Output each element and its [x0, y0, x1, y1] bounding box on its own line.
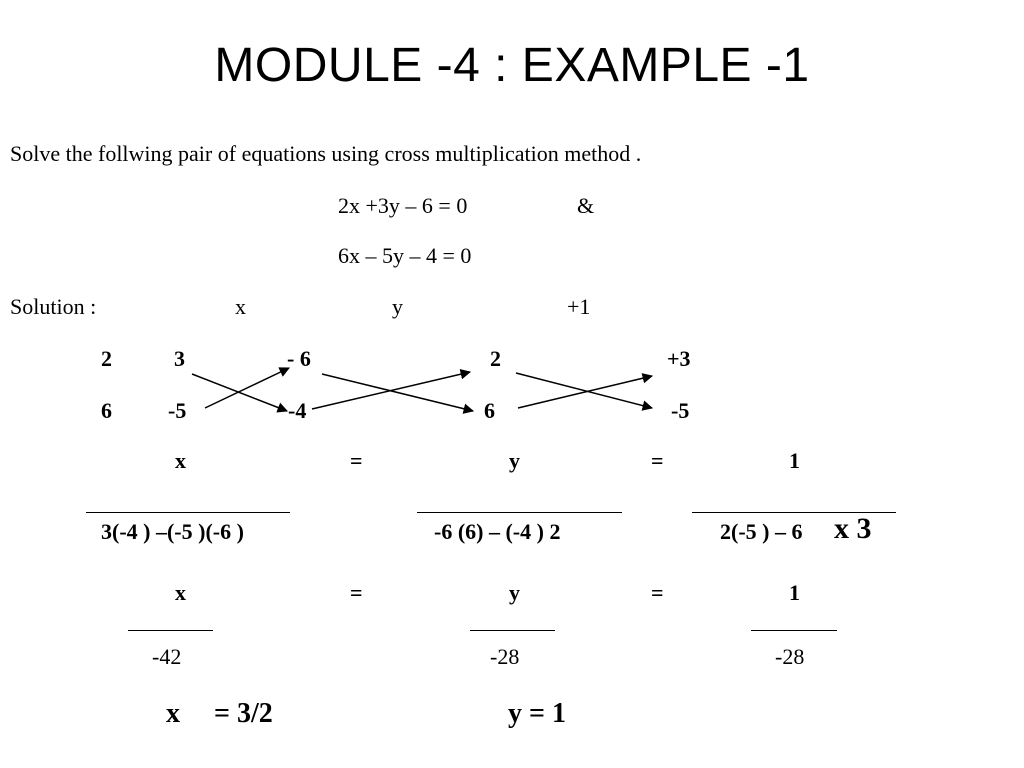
coef-r2-c4: 6: [484, 398, 495, 423]
step2-denominator-one: -28: [775, 644, 805, 669]
page-title: MODULE -4 : EXAMPLE -1: [214, 39, 810, 92]
coef-r1-c1: 2: [101, 346, 112, 371]
coef-r2-c5: -5: [671, 398, 690, 423]
step1-denominator-one: 2(-5 ) – 6: [720, 519, 803, 544]
solution-label: Solution :: [10, 294, 97, 319]
header-y: y: [392, 294, 403, 319]
step1-one: 1: [789, 448, 800, 473]
step1-denominator-y: -6 (6) – (-4 ) 2: [434, 519, 561, 544]
arrow-1: [192, 374, 287, 411]
step2-equals-1: =: [350, 580, 363, 605]
arrow-3: [322, 374, 473, 411]
problem-statement: Solve the follwing pair of equations using cross multiplication method .: [10, 141, 642, 166]
step2-x: x: [175, 580, 186, 605]
step2-equals-2: =: [651, 580, 664, 605]
step2-one: 1: [789, 580, 800, 605]
step1-fraction-bar-y: [417, 512, 622, 513]
step2-y: y: [509, 580, 520, 605]
ampersand: &: [577, 193, 595, 218]
answer-x-label: x: [166, 698, 180, 729]
coef-r2-c3: -4: [288, 398, 307, 423]
step2-fraction-bar-y: [470, 630, 555, 631]
step1-y: y: [509, 448, 520, 473]
header-one: +1: [567, 294, 591, 319]
step1-fraction-bar-x: [86, 512, 290, 513]
step1-equals-2: =: [651, 448, 664, 473]
coef-r2-c2: -5: [168, 398, 187, 423]
step2-fraction-bar-x: [128, 630, 213, 631]
coef-r1-c5: +3: [667, 346, 691, 371]
coef-r1-c2: 3: [174, 346, 185, 371]
header-x: x: [235, 294, 246, 319]
step1-x: x: [175, 448, 186, 473]
arrow-5: [516, 373, 652, 408]
step1-equals-1: =: [350, 448, 363, 473]
equation-2: 6x – 5y – 4 = 0: [338, 243, 472, 268]
step2-denominator-x: -42: [152, 644, 182, 669]
arrow-2: [205, 368, 289, 408]
step1-denominator-x: 3(-4 ) –(-5 )(-6 ): [101, 519, 244, 544]
step1-multiplier: x 3: [834, 512, 872, 545]
step2-fraction-bar-one: [751, 630, 837, 631]
answer-x-value: = 3/2: [214, 698, 273, 729]
answer-y: y = 1: [508, 698, 566, 729]
step2-denominator-y: -28: [490, 644, 520, 669]
equation-1: 2x +3y – 6 = 0: [338, 193, 468, 218]
coef-r1-c4: 2: [490, 346, 501, 371]
coef-r2-c1: 6: [101, 398, 112, 423]
coef-r1-c3: - 6: [287, 346, 311, 371]
